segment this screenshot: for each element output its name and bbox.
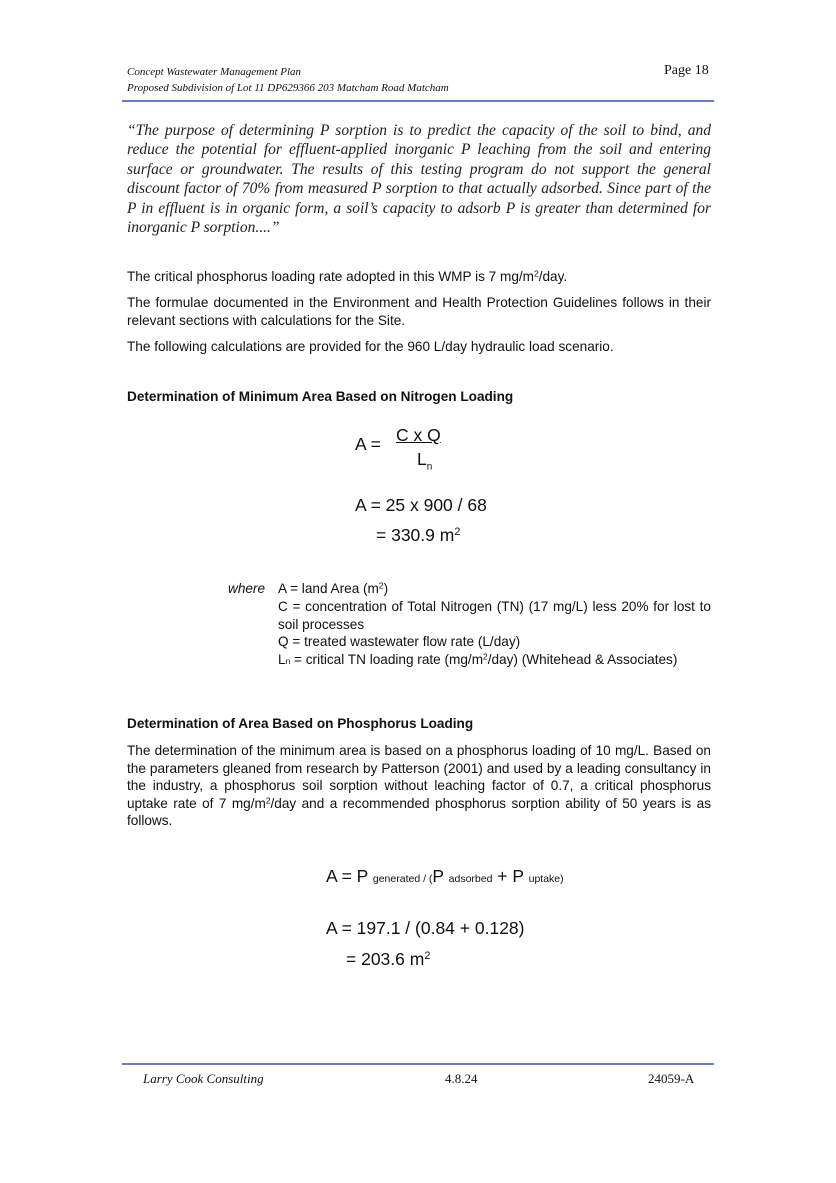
nitrogen-calc-line1: A = 25 x 900 / 68 <box>355 495 487 515</box>
footer-company: Larry Cook Consulting <box>143 1071 264 1086</box>
text: + P <box>492 866 529 886</box>
phosphorus-formula <box>326 866 564 887</box>
subscript: n <box>285 656 291 667</box>
where-label: where <box>228 581 266 596</box>
text: A = P <box>326 866 373 886</box>
subscript: adsorbed <box>448 873 493 885</box>
superscript: 2 <box>534 268 539 279</box>
nitrogen-calc-line2 <box>376 525 460 546</box>
variable-definitions <box>278 580 711 671</box>
text: / ( <box>420 873 433 885</box>
text: = 203.6 m <box>346 949 425 969</box>
text: /day) (Whitehead & Associates) <box>487 652 678 668</box>
text: = critical TN loading rate (mg/m <box>290 652 484 668</box>
text: = 330.9 m <box>376 525 455 545</box>
text: P <box>432 866 449 886</box>
header-subtitle: Proposed Subdivision of Lot 11 DP629366 203 Matcham Road Matcham <box>127 82 449 94</box>
text: ) <box>383 581 389 596</box>
footer-date: 4.8.24 <box>445 1071 478 1086</box>
quote-block: “The purpose of determining P sorption is to predict the capacity of the soil to bind, and reduce the potential for effluent-applied inorganic P leaching from the soil and entering surface or groundwater. The results of this testing program do not support the general discount factor of 70% from measured P sorption to that actually adsorbed. Since part of the P in effluent is in organic form, a soil’s capacity to adsorb P is greater than determined for inorganic P sorption....” <box>127 122 711 237</box>
text: /day. <box>538 269 568 284</box>
text: A = land Area (m <box>278 581 379 596</box>
formula-denominator <box>417 449 432 473</box>
def-q: Q = treated wastewater flow rate (L/day) <box>278 634 521 650</box>
subscript: n <box>426 461 433 473</box>
formula-numerator: C x Q <box>396 425 441 445</box>
footer-reference: 24059-A <box>648 1071 695 1086</box>
superscript: 2 <box>378 580 384 591</box>
text: /day and a recommended phosphorus sorption ability of 50 years is as follows. <box>127 795 711 829</box>
superscript: 2 <box>424 950 431 963</box>
text: The determination of the minimum area is based on a phosphorus loading of 10 mg/L. Based on the parameters gleaned from research by Patterson (2001) and used by a leading consultancy in the industry, a phosphorus soil sorption without leaching factor of 0.7, a critical phosphorus uptake rate of 7 mg/m <box>127 743 711 811</box>
def-l <box>278 651 711 671</box>
heading-phosphorus: Determination of Area Based on Phosphorus Loading <box>127 716 474 731</box>
text: L <box>278 652 286 668</box>
header-title: Concept Wastewater Management Plan <box>127 66 302 78</box>
text: L <box>417 449 427 469</box>
phosphorus-calc-line1: A = 197.1 / (0.84 + 0.128) <box>326 918 525 938</box>
paragraph-scenario: The following calculations are provided for the 960 L/day hydraulic load scenario. <box>127 339 614 354</box>
superscript: 2 <box>454 526 461 539</box>
phosphorus-calc-line2 <box>346 949 430 970</box>
superscript: 2 <box>483 651 488 662</box>
paragraph-phosphorus <box>127 742 711 830</box>
subscript: uptake) <box>528 873 564 885</box>
def-a <box>278 580 711 598</box>
paragraph-loading-rate <box>127 268 711 286</box>
superscript: 2 <box>265 795 271 806</box>
def-c: C = concentration of Total Nitrogen (TN) (17 mg/L) less 20% for lost to soil processes <box>278 598 711 632</box>
paragraph-formulae: The formulae documented in the Environment and Health Protection Guidelines follows in their relevant sections with calculations for the Site. <box>127 295 711 328</box>
header-rule <box>122 100 714 102</box>
text: The critical phosphorus loading rate adopted in this WMP is 7 mg/m <box>127 269 535 284</box>
formula-lhs: A = <box>355 434 381 454</box>
page-number: Page 18 <box>664 63 709 78</box>
subscript: generated <box>372 873 421 885</box>
heading-nitrogen: Determination of Minimum Area Based on Nitrogen Loading <box>127 389 514 404</box>
footer-rule <box>122 1063 714 1065</box>
